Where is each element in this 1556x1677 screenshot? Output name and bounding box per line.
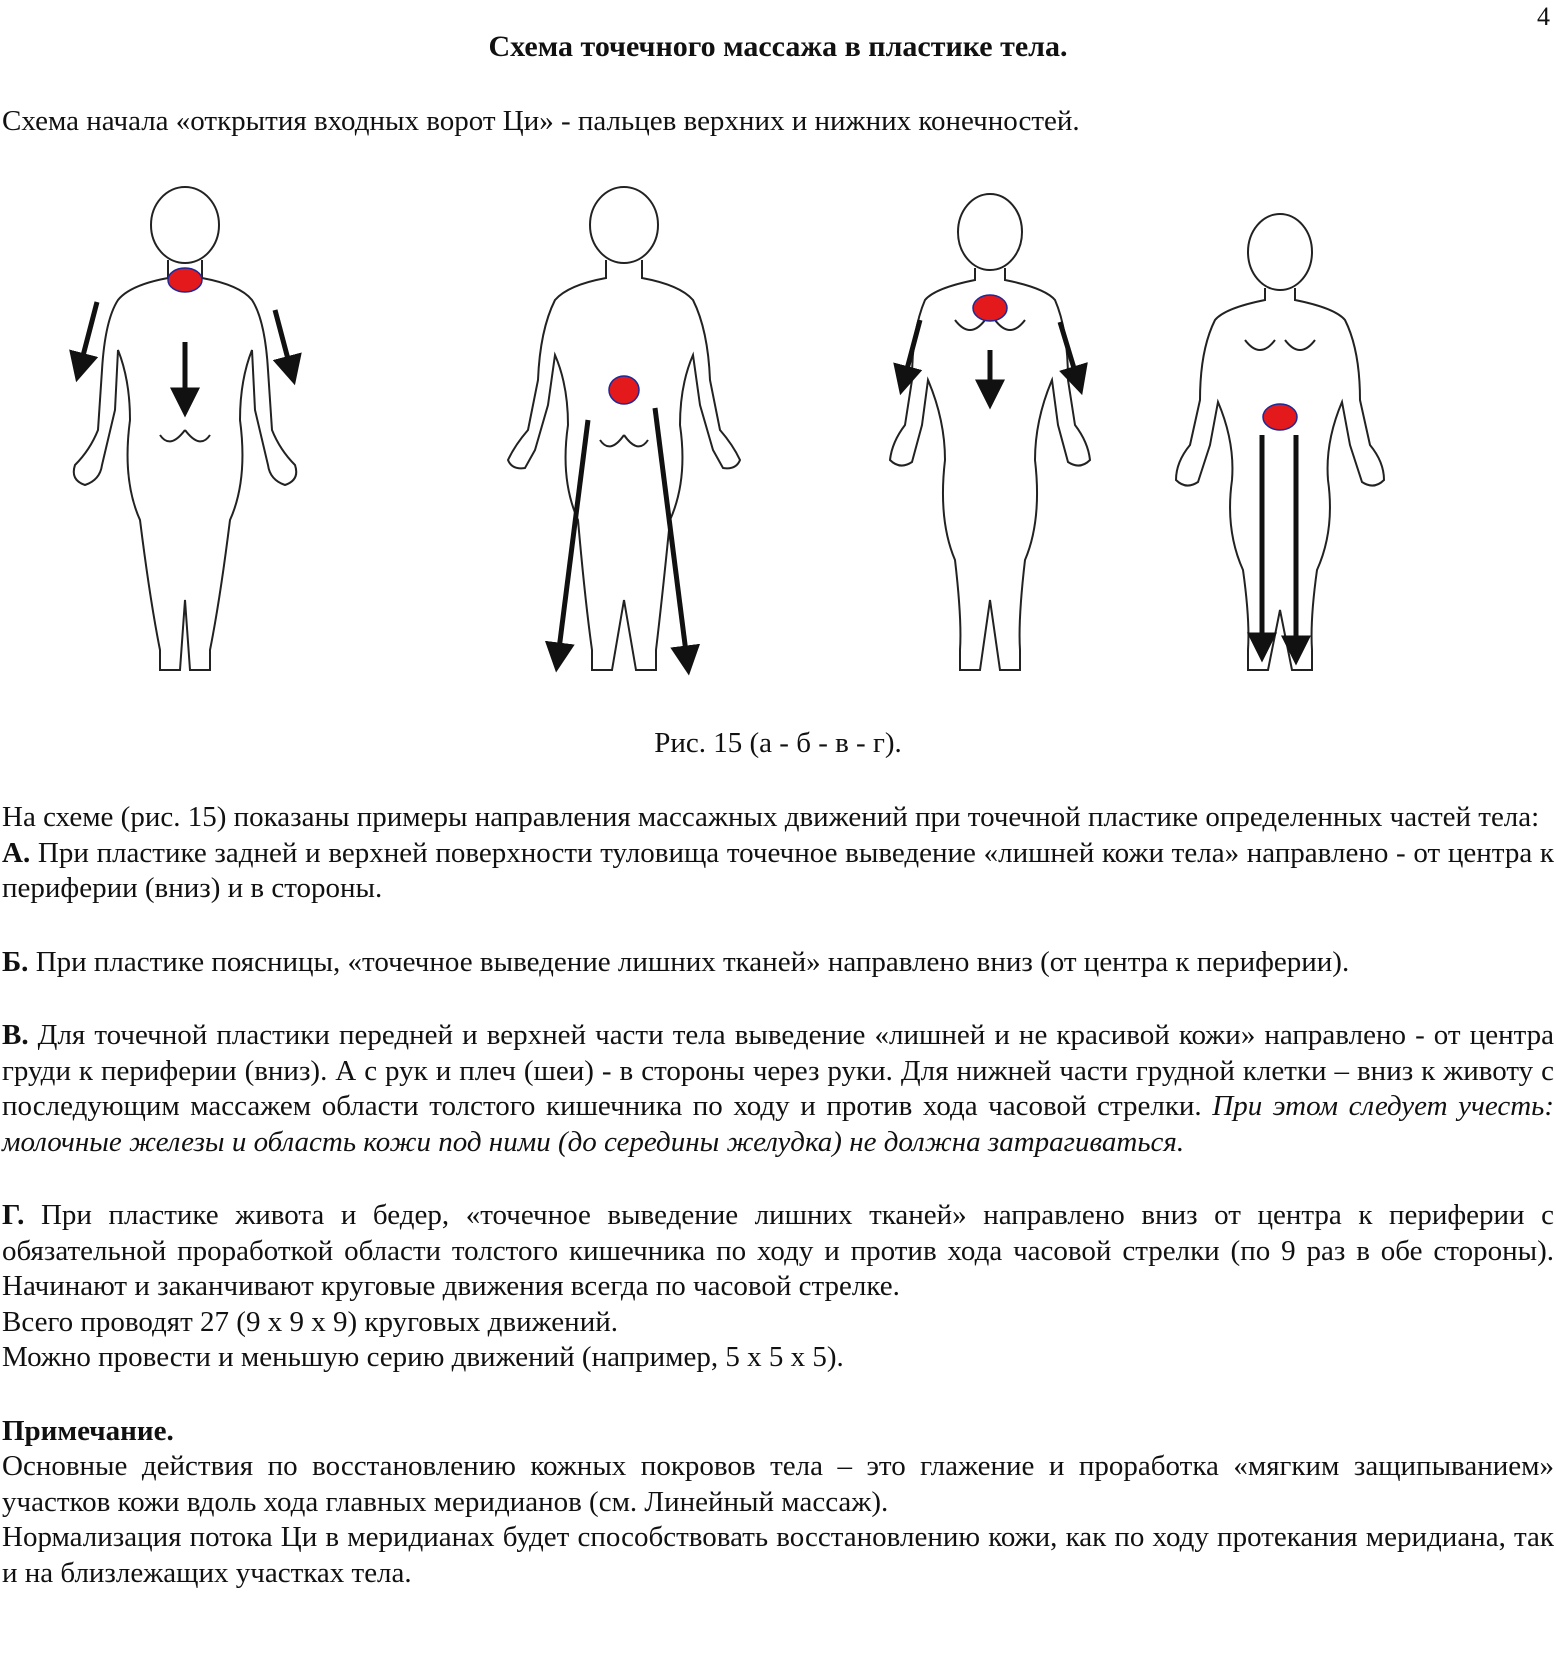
figure-caption: Рис. 15 (а - б - в - г). (654, 727, 902, 759)
paragraph-smaller: Можно провести и меньшую серию движений (например, 5 х 5 х 5). (2, 1341, 844, 1373)
body-outline-b (508, 187, 740, 670)
text-b: При пластике поясницы, «точечное выведение лишних тканей» направлено вниз (от центра к периферии). (28, 945, 1350, 978)
body-text (2, 800, 1554, 1591)
paragraph-total: Всего проводят 27 (9 х 9 х 9) круговых движений. (2, 1305, 618, 1338)
text-a: При пластике задней и верхней поверхности туловища точечное выведение «лишней кожи тела» направлено - от центра к периферии (вниз) и в стороны. (2, 836, 1554, 904)
label-v: В. (2, 1019, 29, 1051)
text-v-italic: При этом следует учесть: молочные железы и область кожи под ними (до середины желудка) не должна затрагиваться. (2, 1090, 1554, 1158)
body-outline-c (890, 194, 1090, 670)
note-paragraph-2: Нормализация потока Ци в меридианах будет способствовать восстановлению кожи, как по ходу протекания меридиана, так и на близлежащих участках тела. (2, 1521, 1554, 1589)
note-heading: Примечание. (2, 1414, 174, 1447)
label-b: Б. (2, 945, 29, 978)
note-paragraph-1: Основные действия по восстановлению кожных покровов тела – это глажение и проработка «мягким защипыванием» участков кожи вдоль хода главных меридианов (см. Линейный массаж). (2, 1450, 1554, 1518)
body-outline-d (1176, 214, 1384, 670)
paragraph-v (2, 1018, 1554, 1160)
point-a (168, 268, 202, 292)
point-b (609, 376, 639, 404)
massage-scheme-figure (0, 180, 1556, 720)
arrows-d (1262, 435, 1296, 658)
paragraph-g (2, 1198, 1554, 1305)
text-v: Для точечной пластики передней и верхней части тела выведение «лишней и не красивой кожи» направлено - от центра груди к периферии (вниз). А с рук и плеч (шеи) - в стороны через руки. Для нижней части грудной клетки – вниз к животу с последующим массажем области толстого кишечника по ходу и против хода часовой стрелки. (2, 1019, 1554, 1122)
paragraph-intro: На схеме (рис. 15) показаны примеры направления массажных движений при точечной пластике определенных частей тела: (2, 801, 1540, 833)
body-outline-a (74, 187, 297, 670)
label-g: Г. (2, 1199, 25, 1231)
paragraph-b (2, 945, 1554, 981)
paragraph-a (2, 836, 1554, 907)
point-d (1263, 404, 1297, 430)
intro-text: Схема начала «открытия входных ворот Ци» - пальцев верхних и нижних конечностей. (2, 105, 1080, 137)
text-g: При пластике живота и бедер, «точечное выведение лишних тканей» направлено вниз от центра к периферии с обязательной проработкой области толстого кишечника по ходу и против хода часовой стрелки (по 9 раз в обе стороны). Начинают и заканчивают круговые движения всегда по часовой стрелке. (2, 1199, 1554, 1302)
page-title: Схема точечного массажа в пластике тела. (488, 30, 1068, 63)
point-c (973, 295, 1007, 321)
label-a: А. (2, 836, 31, 869)
page-number: 4 (1537, 2, 1550, 31)
